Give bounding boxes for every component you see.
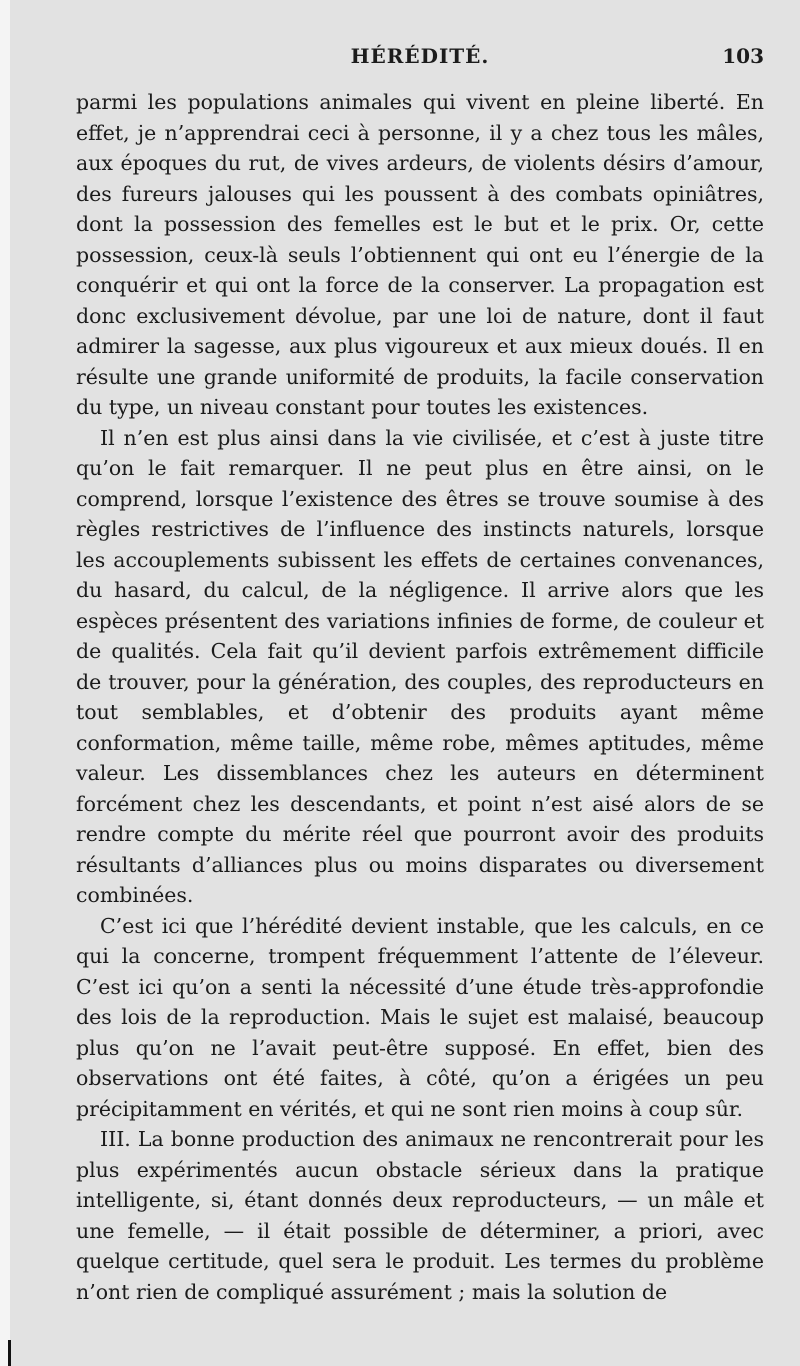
paragraph: Il n’en est plus ainsi dans la vie civilisée, et c’est à juste titre qu’on le fait remarquer. Il ne peut plus en être ainsi, on le comprend, lorsque l’existence des êtres se trouve soumise à des règles restrictives de l’influence des instincts naturels, lorsque les accouplements subissent les effets de certaines convenances, du hasard, du calcul, de la négligence. Il arrive alors que les espèces présentent des variations infinies de forme, de couleur et de qualités. Cela fait qu’il devient parfois extrêmement difficile de trouver, pour la génération, des couples, des reproducteurs en tout semblables, et d’obtenir des produits ayant même conformation, même taille, même robe, mêmes aptitudes, même valeur. Les dissemblances chez les auteurs en déterminent forcément chez les descendants, et point n’est aisé alors de se rendre compte du mérite réel que pourront avoir des produits résultants d’alliances plus ou moins disparates ou diversement combinées.	[76, 425, 764, 907]
paragraph: C’est ici que l’hérédité devient instable, que les calculs, en ce qui la concerne, trompent fréquemment l’attente de l’éleveur. C’est ici qu’on a senti la nécessité d’une étude très-approfondie des lois de la reproduction. Mais le sujet est malaisé, beaucoup plus qu’on ne l’avait peut-être supposé. En effet, bien des observations ont été faites, à côté, qu’on a érigées un peu précipitamment en vérités, et qui ne sont rien moins à coup sûr.	[76, 913, 764, 1121]
scan-mark	[8, 1340, 11, 1366]
running-title: HÉRÉDITÉ.	[350, 44, 490, 68]
page-number: 103	[722, 44, 764, 68]
page-header	[76, 40, 764, 76]
body-text	[76, 87, 764, 1307]
page-gutter	[0, 0, 10, 1366]
paragraph-continued: parmi les populations animales qui vivent en pleine liberté. En effet, je n’apprendrai ceci à personne, il y a chez tous les mâles, aux époques du rut, de vives ardeurs, de violents désirs d’amour, des fureurs jalouses qui les poussent à des combats opiniâtres, dont la possession des femelles est le but et le prix. Or, cette possession, ceux-là seuls l’obtiennent qui ont eu l’énergie de la conquérir et qui ont la force de la conserver. La propagation est donc exclusivement dévolue, par une loi de nature, dont il faut admirer la sagesse, aux plus vigoureux et aux mieux doués. Il en résulte une grande uniformité de produits, la facile conservation du type, un niveau constant pour toutes les existences.	[76, 90, 764, 419]
paragraph-section-iii: III. La bonne production des animaux ne rencontrerait pour les plus expérimentés aucun obstacle sérieux dans la pratique intelligente, si, étant donnés deux reproducteurs, — un mâle et une femelle, — il était possible de déterminer, a priori, avec quelque certitude, quel sera le produit. Les termes du problème n’ont rien de compliqué assurément ; mais la solution de	[76, 1127, 764, 1304]
